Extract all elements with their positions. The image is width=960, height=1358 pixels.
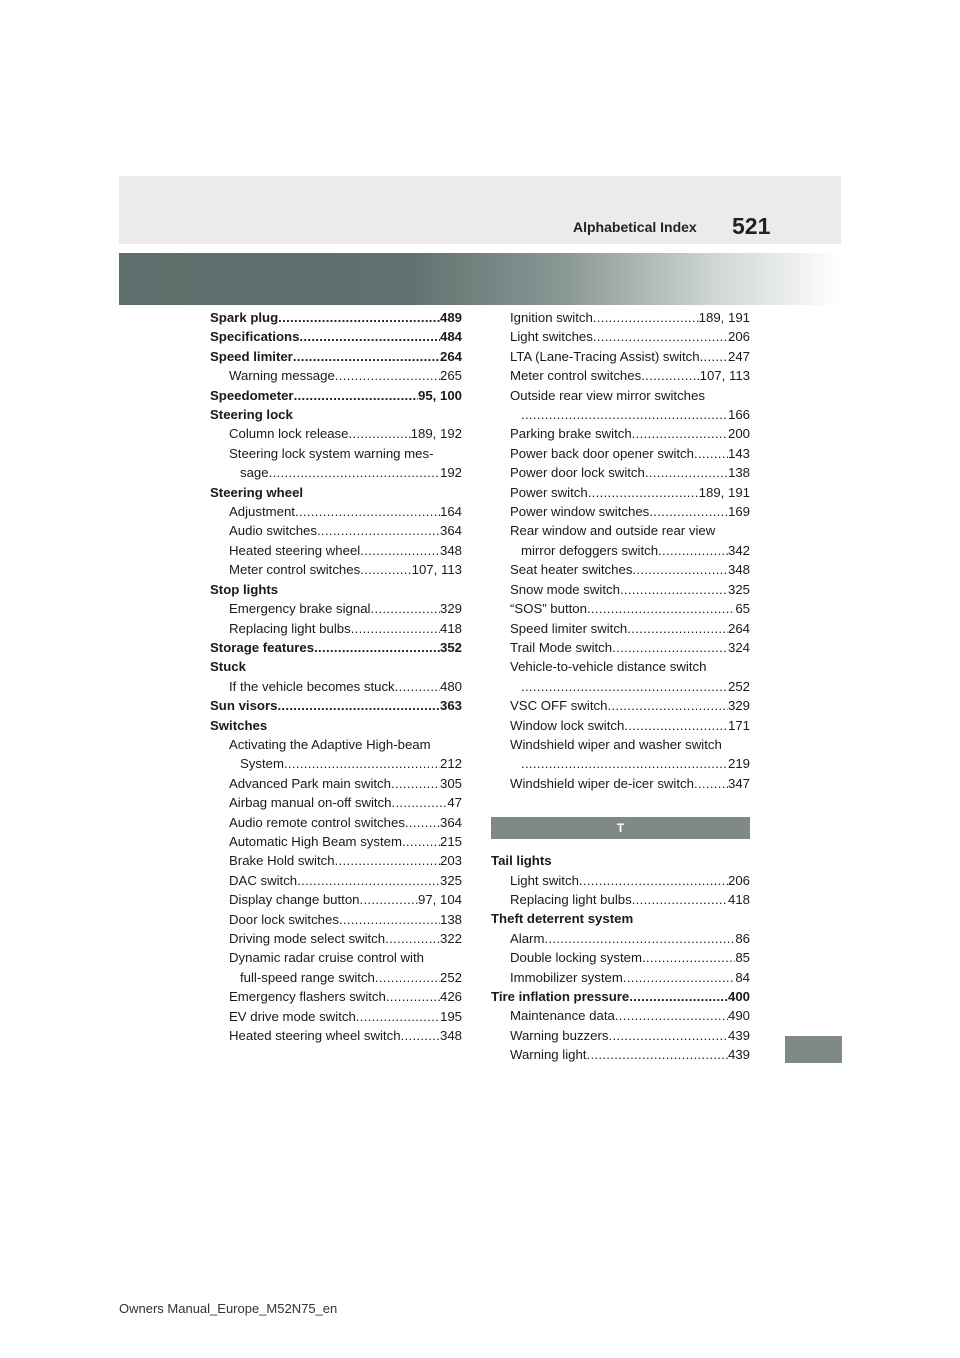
entry-page-number: 200	[727, 426, 750, 442]
entry-text: Sun visors	[210, 698, 278, 714]
entry-page-number: 426	[439, 989, 462, 1005]
index-entry	[491, 308, 750, 327]
entry-page-number: 164	[439, 504, 462, 520]
page-number: 521	[732, 213, 771, 239]
section-title: Alphabetical Index	[573, 219, 697, 235]
entry-text: Stop lights	[210, 581, 279, 597]
index-entry	[210, 968, 462, 987]
entry-text: Airbag manual on-off switch	[229, 795, 392, 811]
dot-leader	[293, 347, 440, 366]
dot-leader	[277, 696, 440, 715]
entry-page-number: 169	[727, 504, 750, 520]
dot-leader	[284, 754, 440, 773]
index-entry	[210, 832, 462, 851]
entry-text: VSC OFF switch	[510, 698, 608, 714]
index-entry	[210, 890, 462, 909]
index-heading	[491, 851, 750, 870]
entry-page-number: 325	[439, 872, 462, 888]
entry-text: Switches	[210, 717, 268, 733]
entry-text: Alarm	[510, 930, 545, 946]
entry-text: Meter control switches	[510, 368, 642, 384]
index-entry	[210, 754, 462, 773]
dot-leader	[401, 1026, 440, 1045]
entry-page-number: 363	[439, 698, 462, 714]
dot-leader	[521, 677, 728, 696]
entry-text: Warning light	[510, 1047, 587, 1063]
index-entry	[491, 929, 750, 948]
index-column-left	[210, 308, 462, 1045]
dot-leader	[521, 405, 728, 424]
entry-text: Parking brake switch	[510, 426, 632, 442]
dot-leader	[658, 541, 728, 560]
entry-text: Heated steering wheel switch	[229, 1028, 401, 1044]
index-entry	[491, 754, 750, 773]
index-entry	[491, 716, 750, 735]
entry-page-number: 252	[727, 678, 750, 694]
entry-text: Light switches	[510, 329, 593, 345]
index-entry	[210, 929, 462, 948]
index-entry	[210, 851, 462, 870]
dot-leader	[544, 929, 735, 948]
entry-text: Heated steering wheel	[229, 542, 361, 558]
index-entry	[491, 580, 750, 599]
index-entry	[210, 735, 462, 754]
entry-page-number: 138	[727, 465, 750, 481]
index-heading	[210, 716, 462, 735]
dot-leader	[385, 929, 440, 948]
entry-text: Column lock release	[229, 426, 349, 442]
entry-text: Snow mode switch	[510, 581, 620, 597]
index-heading	[210, 580, 462, 599]
entry-page-number: 418	[439, 620, 462, 636]
dot-leader	[632, 560, 728, 579]
index-heading	[210, 308, 462, 327]
entry-text: Dynamic radar cruise control with	[229, 950, 424, 966]
entry-text: Replacing light bulbs	[229, 620, 351, 636]
index-heading	[210, 657, 462, 676]
entry-text: Steering wheel	[210, 484, 304, 500]
index-entry	[491, 774, 750, 793]
index-heading	[210, 483, 462, 502]
dot-leader	[375, 968, 440, 987]
index-entry	[491, 638, 750, 657]
dot-leader	[694, 774, 728, 793]
dot-leader	[392, 793, 448, 812]
index-entry	[210, 599, 462, 618]
index-entry	[491, 1006, 750, 1025]
index-entry	[491, 502, 750, 521]
entry-page-number: 97, 104	[418, 892, 462, 908]
entry-text: Activating the Adaptive High-beam	[229, 736, 431, 752]
entry-text: Windshield wiper de-icer switch	[510, 775, 694, 791]
dot-leader	[295, 502, 440, 521]
dot-leader	[642, 948, 735, 967]
dot-leader	[588, 483, 699, 502]
entry-text: Stuck	[210, 659, 246, 675]
entry-text: Outside rear view mirror switches	[510, 387, 705, 403]
entry-text: EV drive mode switch	[229, 1008, 356, 1024]
entry-text: Steering lock	[210, 407, 293, 423]
index-entry	[491, 347, 750, 366]
entry-text: Theft deterrent system	[491, 911, 634, 927]
letter-gap	[491, 793, 750, 817]
entry-page-number: 95, 100	[418, 387, 462, 403]
entry-text: Double locking system	[510, 950, 642, 966]
entry-text: Emergency brake signal	[229, 601, 371, 617]
index-entry	[491, 871, 750, 890]
header-band	[119, 253, 841, 305]
entry-page-number: 480	[439, 678, 462, 694]
entry-page-number: 212	[439, 756, 462, 772]
entry-text: LTA (Lane-Tracing Assist) switch	[510, 348, 700, 364]
dot-leader	[593, 308, 699, 327]
entry-text: If the vehicle becomes stuck	[229, 678, 395, 694]
dot-leader	[278, 308, 440, 327]
index-entry	[210, 774, 462, 793]
dot-leader	[579, 871, 728, 890]
dot-leader	[627, 619, 728, 638]
dot-leader	[405, 813, 440, 832]
dot-leader	[360, 541, 440, 560]
entry-page-number: 439	[727, 1047, 750, 1063]
entry-page-number: 143	[727, 445, 750, 461]
entry-page-number: 489	[439, 310, 462, 325]
index-entry	[491, 677, 750, 696]
entry-text: Speed limiter	[210, 348, 293, 364]
index-entry	[491, 541, 750, 560]
index-entry	[491, 599, 750, 618]
index-entry	[210, 619, 462, 638]
entry-page-number: 329	[439, 601, 462, 617]
index-entry	[491, 1026, 750, 1045]
entry-text: Brake Hold switch	[229, 853, 335, 869]
index-entry	[210, 871, 462, 890]
index-entry	[491, 405, 750, 424]
entry-text: Trail Mode switch	[510, 639, 613, 655]
dot-leader	[641, 366, 699, 385]
entry-page-number: 195	[439, 1008, 462, 1024]
entry-page-number: 189, 191	[698, 310, 750, 325]
index-entry	[491, 948, 750, 967]
dot-leader	[632, 424, 728, 443]
index-entry	[491, 696, 750, 715]
entry-text: System	[240, 756, 284, 772]
entry-text: sage	[240, 465, 269, 481]
dot-leader	[395, 677, 440, 696]
index-entry	[491, 657, 750, 676]
index-entry	[210, 793, 462, 812]
dot-leader	[645, 463, 728, 482]
index-entry	[210, 424, 462, 443]
dot-leader	[587, 599, 735, 618]
index-entry	[491, 366, 750, 385]
dot-leader	[335, 366, 440, 385]
entry-text: Maintenance data	[510, 1008, 615, 1024]
entry-text: Specifications	[210, 329, 300, 345]
entry-page-number: 347	[727, 775, 750, 791]
entry-text: Replacing light bulbs	[510, 891, 632, 907]
entry-text: Power back door opener switch	[510, 445, 694, 461]
dot-leader	[360, 890, 419, 909]
entry-text: Door lock switches	[229, 911, 339, 927]
index-entry	[491, 483, 750, 502]
dot-leader	[586, 1045, 728, 1064]
entry-text: Audio remote control switches	[229, 814, 405, 830]
entry-page-number: 352	[439, 639, 462, 655]
entry-text: full-speed range switch	[240, 969, 375, 985]
entry-page-number: 484	[439, 329, 462, 345]
entry-page-number: 189, 192	[410, 426, 462, 442]
dot-leader	[615, 1006, 728, 1025]
entry-text: Emergency flashers switch	[229, 989, 386, 1005]
entry-text: Window lock switch	[510, 717, 625, 733]
dot-leader	[386, 987, 440, 1006]
entry-text: Light switch	[510, 872, 579, 888]
entry-text: Power switch	[510, 484, 588, 500]
dot-leader	[608, 1026, 728, 1045]
entry-text: Windshield wiper and washer switch	[510, 736, 722, 752]
entry-page-number: 324	[727, 639, 750, 655]
dot-leader	[269, 463, 440, 482]
entry-page-number: 265	[439, 368, 462, 384]
dot-leader	[649, 502, 728, 521]
entry-page-number: 189, 191	[698, 484, 750, 500]
index-entry	[210, 366, 462, 385]
index-entry	[210, 463, 462, 482]
index-list-right-top	[491, 308, 750, 793]
index-heading	[491, 987, 750, 1006]
dot-leader	[294, 386, 418, 405]
entry-page-number: 418	[727, 891, 750, 907]
index-entry	[210, 948, 462, 967]
index-entry	[210, 521, 462, 540]
entry-page-number: 329	[727, 698, 750, 714]
entry-page-number: 85	[735, 950, 750, 966]
index-heading	[210, 696, 462, 715]
entry-text: Warning buzzers	[510, 1027, 609, 1043]
entry-page-number: 219	[727, 756, 750, 772]
index-entry	[491, 444, 750, 463]
index-entry	[491, 890, 750, 909]
entry-text: Speed limiter switch	[510, 620, 628, 636]
entry-text: “SOS” button	[510, 601, 587, 617]
entry-page-number: 364	[439, 814, 462, 830]
entry-text: Tail lights	[491, 853, 552, 869]
dot-leader	[624, 716, 728, 735]
entry-page-number: 84	[735, 969, 750, 985]
entry-text: Driving mode select switch	[229, 931, 386, 946]
entry-text: Advanced Park main switch	[229, 775, 391, 791]
index-entry	[210, 910, 462, 929]
entry-page-number: 215	[439, 833, 462, 849]
index-heading	[210, 386, 462, 405]
entry-text: Tire inflation pressure	[491, 989, 630, 1004]
index-entry	[210, 444, 462, 463]
entry-page-number: 264	[727, 620, 750, 636]
index-entry	[491, 327, 750, 346]
entry-text: Speedometer	[210, 387, 294, 403]
entry-text: Rear window and outside rear view	[510, 523, 716, 539]
dot-leader	[607, 696, 728, 715]
entry-text: Adjustment	[229, 504, 295, 520]
entry-page-number: 348	[439, 542, 462, 558]
dot-leader	[402, 832, 440, 851]
entry-page-number: 206	[727, 329, 750, 345]
side-tab	[785, 1036, 842, 1063]
dot-leader	[297, 871, 440, 890]
index-entry	[491, 968, 750, 987]
index-heading	[210, 638, 462, 657]
dot-leader	[339, 910, 440, 929]
entry-text: Warning message	[229, 368, 335, 384]
index-heading	[210, 405, 462, 424]
index-entry	[210, 987, 462, 1006]
index-entry	[210, 541, 462, 560]
index-entry	[491, 1045, 750, 1064]
entry-text: DAC switch	[229, 872, 298, 888]
entry-text: Spark plug	[210, 310, 279, 325]
entry-page-number: 264	[439, 348, 462, 364]
dot-leader	[335, 851, 440, 870]
entry-page-number: 325	[727, 581, 750, 597]
footer-text: Owners Manual_Europe_M52N75_en	[119, 1301, 338, 1316]
entry-page-number: 252	[439, 969, 462, 985]
index-heading	[491, 909, 750, 928]
entry-page-number: 166	[727, 407, 750, 423]
index-entry	[491, 560, 750, 579]
entry-text: Meter control switches	[229, 562, 361, 578]
index-entry	[210, 677, 462, 696]
index-list-right-bottom	[491, 851, 750, 1064]
entry-page-number: 342	[727, 542, 750, 558]
index-entry	[210, 560, 462, 579]
entry-page-number: 107, 113	[411, 562, 462, 578]
entry-text: Automatic High Beam system	[229, 833, 402, 849]
entry-page-number: 138	[439, 911, 462, 927]
entry-text: Steering lock system warning mes-	[229, 445, 434, 461]
index-entry	[210, 1007, 462, 1026]
index-entry	[491, 424, 750, 443]
entry-page-number: 171	[727, 717, 750, 733]
entry-page-number: 322	[439, 931, 462, 946]
entry-page-number: 192	[439, 465, 462, 481]
dot-leader	[348, 424, 410, 443]
dot-leader	[317, 521, 440, 540]
index-entry	[491, 735, 750, 754]
entry-text: Seat heater switches	[510, 562, 633, 578]
entry-text: Storage features	[210, 639, 315, 655]
entry-text: Immobilizer system	[510, 969, 623, 985]
entry-text: mirror defoggers switch	[521, 542, 659, 558]
entry-text: Power window switches	[510, 504, 650, 520]
dot-leader	[593, 327, 728, 346]
entry-page-number: 206	[727, 872, 750, 888]
dot-leader	[700, 347, 728, 366]
dot-leader	[632, 890, 728, 909]
index-heading	[210, 347, 462, 366]
dot-leader	[314, 638, 440, 657]
entry-text: Display change button	[229, 892, 360, 908]
letter-header-t: T	[491, 817, 750, 839]
index-entry	[491, 386, 750, 405]
entry-page-number: 364	[439, 523, 462, 539]
index-entry	[210, 1026, 462, 1045]
index-column-right	[491, 308, 750, 1065]
dot-leader	[351, 619, 440, 638]
dot-leader	[694, 444, 728, 463]
entry-page-number: 490	[727, 1008, 750, 1024]
entry-page-number: 305	[439, 775, 462, 791]
index-entry	[491, 619, 750, 638]
dot-leader	[629, 987, 728, 1006]
dot-leader	[299, 327, 440, 346]
entry-text: Power door lock switch	[510, 465, 645, 481]
entry-text: Audio switches	[229, 523, 317, 539]
dot-leader	[623, 968, 735, 987]
entry-page-number: 348	[727, 562, 750, 578]
index-entry	[491, 521, 750, 540]
entry-page-number: 47	[447, 795, 462, 811]
entry-page-number: 348	[439, 1028, 462, 1044]
entry-page-number: 65	[735, 601, 750, 617]
entry-text: Vehicle-to-vehicle distance switch	[510, 659, 707, 675]
dot-leader	[391, 774, 440, 793]
entry-page-number: 86	[735, 930, 750, 946]
index-entry	[210, 502, 462, 521]
entry-text: Ignition switch	[510, 310, 593, 325]
entry-page-number: 439	[727, 1027, 750, 1043]
dot-leader	[360, 560, 411, 579]
index-entry	[210, 813, 462, 832]
dot-leader	[612, 638, 728, 657]
dot-leader	[620, 580, 728, 599]
entry-page-number: 203	[439, 853, 462, 869]
entry-page-number: 107, 113	[699, 368, 750, 384]
dot-leader	[356, 1007, 440, 1026]
index-entry	[491, 463, 750, 482]
dot-leader	[521, 754, 728, 773]
entry-page-number: 400	[727, 989, 750, 1004]
index-heading	[210, 327, 462, 346]
entry-page-number: 247	[727, 348, 750, 364]
dot-leader	[370, 599, 440, 618]
